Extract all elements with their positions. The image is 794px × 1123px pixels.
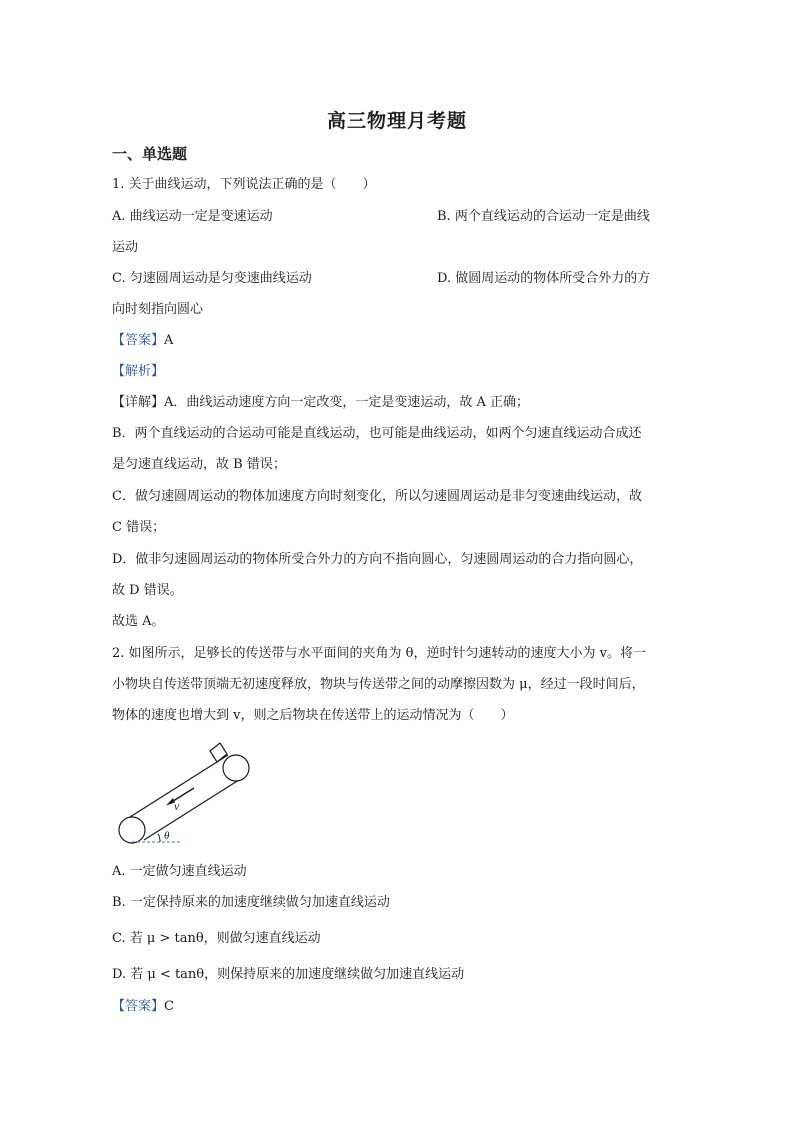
q1-answer bbox=[112, 333, 173, 349]
detail-c-line1: C．做匀速圆周运动的物体加速度方向时刻变化，所以匀速圆周运动是非匀变速曲线运动，故 bbox=[112, 489, 642, 504]
small-block bbox=[210, 743, 227, 762]
q1-conclusion: 故选 A。 bbox=[112, 614, 165, 629]
detail-a-text: A．曲线运动速度方向一定改变，一定是变速运动，故 A 正确； bbox=[164, 395, 530, 410]
bottom-roller bbox=[119, 817, 145, 843]
q1-option-d-cont: 向时刻指向圆心 bbox=[112, 302, 204, 317]
section-heading: 一、单选题 bbox=[112, 145, 188, 163]
q2-option-c: C. 若 μ > tanθ，则做匀速直线运动 bbox=[112, 931, 321, 946]
angle-arc bbox=[158, 834, 160, 842]
detail-d-line1: D．做非匀速圆周运动的物体所受合外力的方向不指向圆心，匀速圆周运动的合力指向圆心， bbox=[112, 552, 643, 567]
answer-value: A bbox=[164, 333, 174, 348]
q1-stem: 1. 关于曲线运动，下列说法正确的是（ ） bbox=[112, 177, 376, 192]
detail-a bbox=[112, 395, 529, 411]
q2-stem-line1: 2. 如图所示，足够长的传送带与水平面间的夹角为 θ，逆时针匀速转动的速度大小为 v。将一 bbox=[112, 646, 646, 661]
top-roller bbox=[223, 755, 249, 781]
detail-tag: 【详解】 bbox=[112, 395, 165, 410]
detail-b-line1: B．两个直线运动的合运动可能是直线运动，也可能是曲线运动，如两个匀速直线运动合成还 bbox=[112, 426, 642, 441]
conveyor-belt-diagram bbox=[112, 738, 262, 848]
q2-option-a: A. 一定做匀速直线运动 bbox=[112, 864, 247, 879]
q1-option-d: D. 做圆周运动的物体所受合外力的方 bbox=[437, 271, 651, 286]
q2-stem-line3: 物体的速度也增大到 v，则之后物块在传送带上的运动情况为（ ） bbox=[112, 708, 514, 723]
answer-tag: 【答案】 bbox=[112, 999, 165, 1014]
angle-label: θ bbox=[164, 830, 170, 842]
answer-tag: 【答案】 bbox=[112, 333, 165, 348]
velocity-label: v bbox=[174, 799, 180, 813]
detail-c-line2: C 错误； bbox=[112, 520, 166, 535]
page-title: 高三物理月考题 bbox=[326, 110, 467, 132]
analysis-tag: 【解析】 bbox=[112, 364, 165, 379]
q2-stem-line2: 小物块自传送带顶端无初速度释放，物块与传送带之间的动摩擦因数为 μ，经过一段时间后， bbox=[112, 677, 645, 692]
belt-bottom-edge bbox=[144, 778, 242, 840]
answer-value: C bbox=[164, 999, 174, 1014]
q2-option-d: D. 若 μ < tanθ，则保持原来的加速度继续做匀加速直线运动 bbox=[112, 967, 465, 982]
q2-answer bbox=[112, 999, 174, 1015]
detail-b-line2: 是匀速直线运动，故 B 错误； bbox=[112, 457, 286, 472]
q1-option-c: C. 匀速圆周运动是匀变速曲线运动 bbox=[112, 271, 312, 286]
q2-option-b: B. 一定保持原来的加速度继续做匀加速直线运动 bbox=[112, 895, 390, 910]
q1-option-a: A. 曲线运动一定是变速运动 bbox=[112, 209, 273, 224]
q1-option-b-cont: 运动 bbox=[112, 240, 139, 255]
q1-option-b: B. 两个直线运动的合运动一定是曲线 bbox=[437, 209, 650, 224]
detail-d-line2: 故 D 错误。 bbox=[112, 583, 183, 598]
